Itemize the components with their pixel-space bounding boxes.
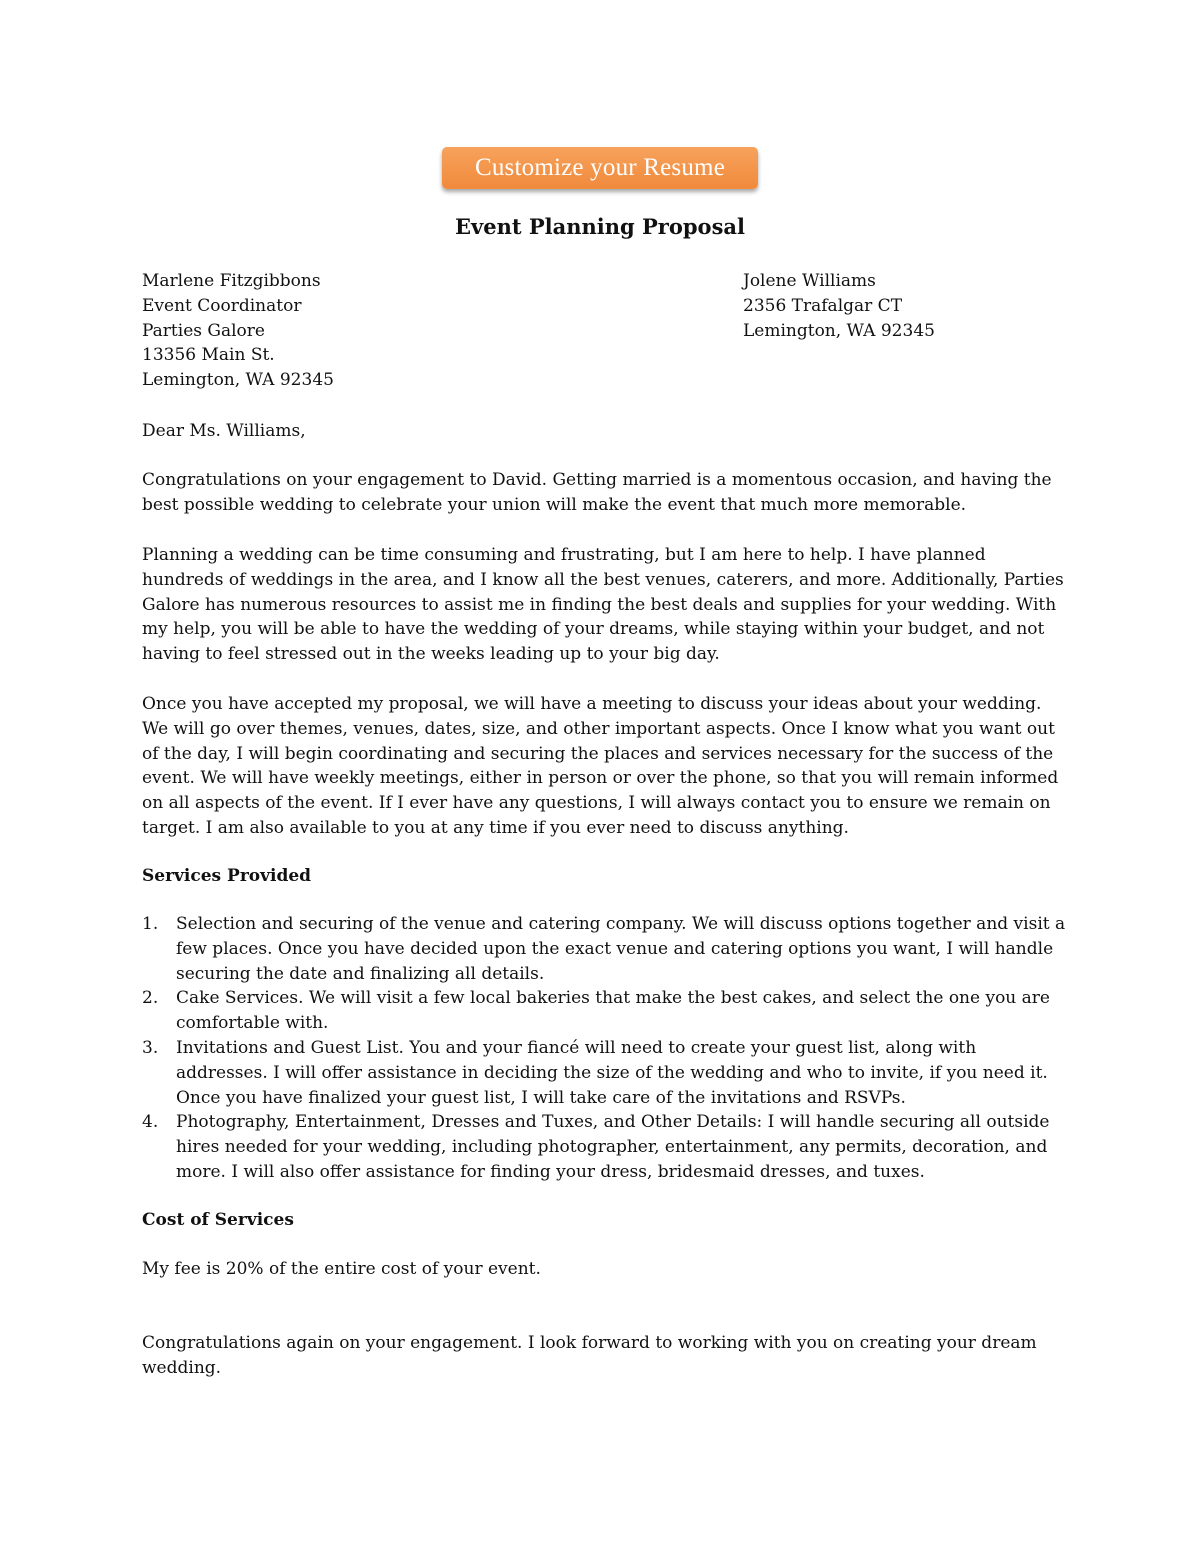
recipient-address-block [743, 269, 935, 343]
list-item-text: Cake Services. We will visit a few local bakeries that make the best cakes, and select the one you are comfortable with. [176, 988, 1050, 1034]
list-item-text: Invitations and Guest List. You and your fiancé will need to create your guest list, along with addresses. I will offer assistance in deciding the size of the wedding and who to invite, if you need it. Once you have finalized your guest list, I will take care of the invitations and RSVPs. [176, 1037, 1048, 1108]
list-item-text: Photography, Entertainment, Dresses and Tuxes, and Other Details: I will handle securing all outside hires needed for your wedding, including photographer, entertainment, any permits, decoration, and more. I will also offer assistance for finding your dress, bridesmaid dresses, and tuxes. [176, 1112, 1050, 1182]
recipient-city: Lemington, WA 92345 [743, 320, 935, 341]
paragraph-planning: Planning a wedding can be time consuming and frustrating, but I am here to help. I have planned hundreds of weddings in the area, and I know all the best venues, caterers, and more. Additionally, Parties Galore has numerous resources to assist me in finding the best deals and supplies for your wedding. With my help, you will be able to have the wedding of your dreams, while staying within your budget, and not having to feel stressed out in the weeks leading up to your big day. [142, 545, 1064, 665]
services-list [142, 912, 1067, 1185]
list-item [142, 986, 1067, 1036]
closing-paragraph: Congratulations again on your engagement. I look forward to working with you on creating your dream wedding. [142, 1333, 1037, 1378]
list-item [142, 1110, 1067, 1184]
sender-position: Event Coordinator [142, 295, 302, 316]
cta-container [0, 147, 1200, 189]
list-item-number: 2. [142, 988, 159, 1009]
cost-heading: Cost of Services [142, 1210, 294, 1230]
recipient-street: 2356 Trafalgar CT [743, 295, 903, 316]
list-item-number: 4. [142, 1112, 159, 1133]
sender-name: Marlene Fitzgibbons [142, 271, 321, 291]
fee-statement: My fee is 20% of the entire cost of your event. [142, 1259, 541, 1279]
sender-city: Lemington, WA 92345 [142, 370, 334, 391]
sender-street: 13356 Main St. [142, 345, 275, 366]
sender-address-block [142, 269, 334, 393]
recipient-name: Jolene Williams [743, 271, 876, 291]
services-heading: Services Provided [142, 866, 312, 886]
list-item [142, 1036, 1067, 1110]
page-title: Event Planning Proposal [455, 214, 745, 239]
sender-company: Parties Galore [142, 320, 265, 341]
list-item-number: 3. [142, 1037, 159, 1058]
salutation: Dear Ms. Williams, [142, 421, 306, 441]
list-item [142, 912, 1067, 986]
paragraph-congratulations: Congratulations on your engagement to David. Getting married is a momentous occasion, and having the best possible wedding to celebrate your union will make the event that much more memorable. [142, 470, 1052, 515]
paragraph-process: Once you have accepted my proposal, we will have a meeting to discuss your ideas about your wedding. We will go over themes, venues, dates, size, and other important aspects. Once I know what you want out of the day, I will begin coordinating and securing the places and services necessary for the success of the event. We will have weekly meetings, either in person or over the phone, so that you will remain informed on all aspects of the event. If I ever have any questions, I will always contact you to ensure we remain on target. I am also available to you at any time if you ever need to discuss anything. [142, 694, 1059, 838]
list-item-text: Selection and securing of the venue and catering company. We will discuss options together and visit a few places. Once you have decided upon the exact venue and catering options you want, I will handle securing the date and finalizing all details. [176, 914, 1066, 984]
customize-resume-button[interactable]: Customize your Resume [442, 147, 758, 189]
list-item-number: 1. [142, 914, 159, 934]
